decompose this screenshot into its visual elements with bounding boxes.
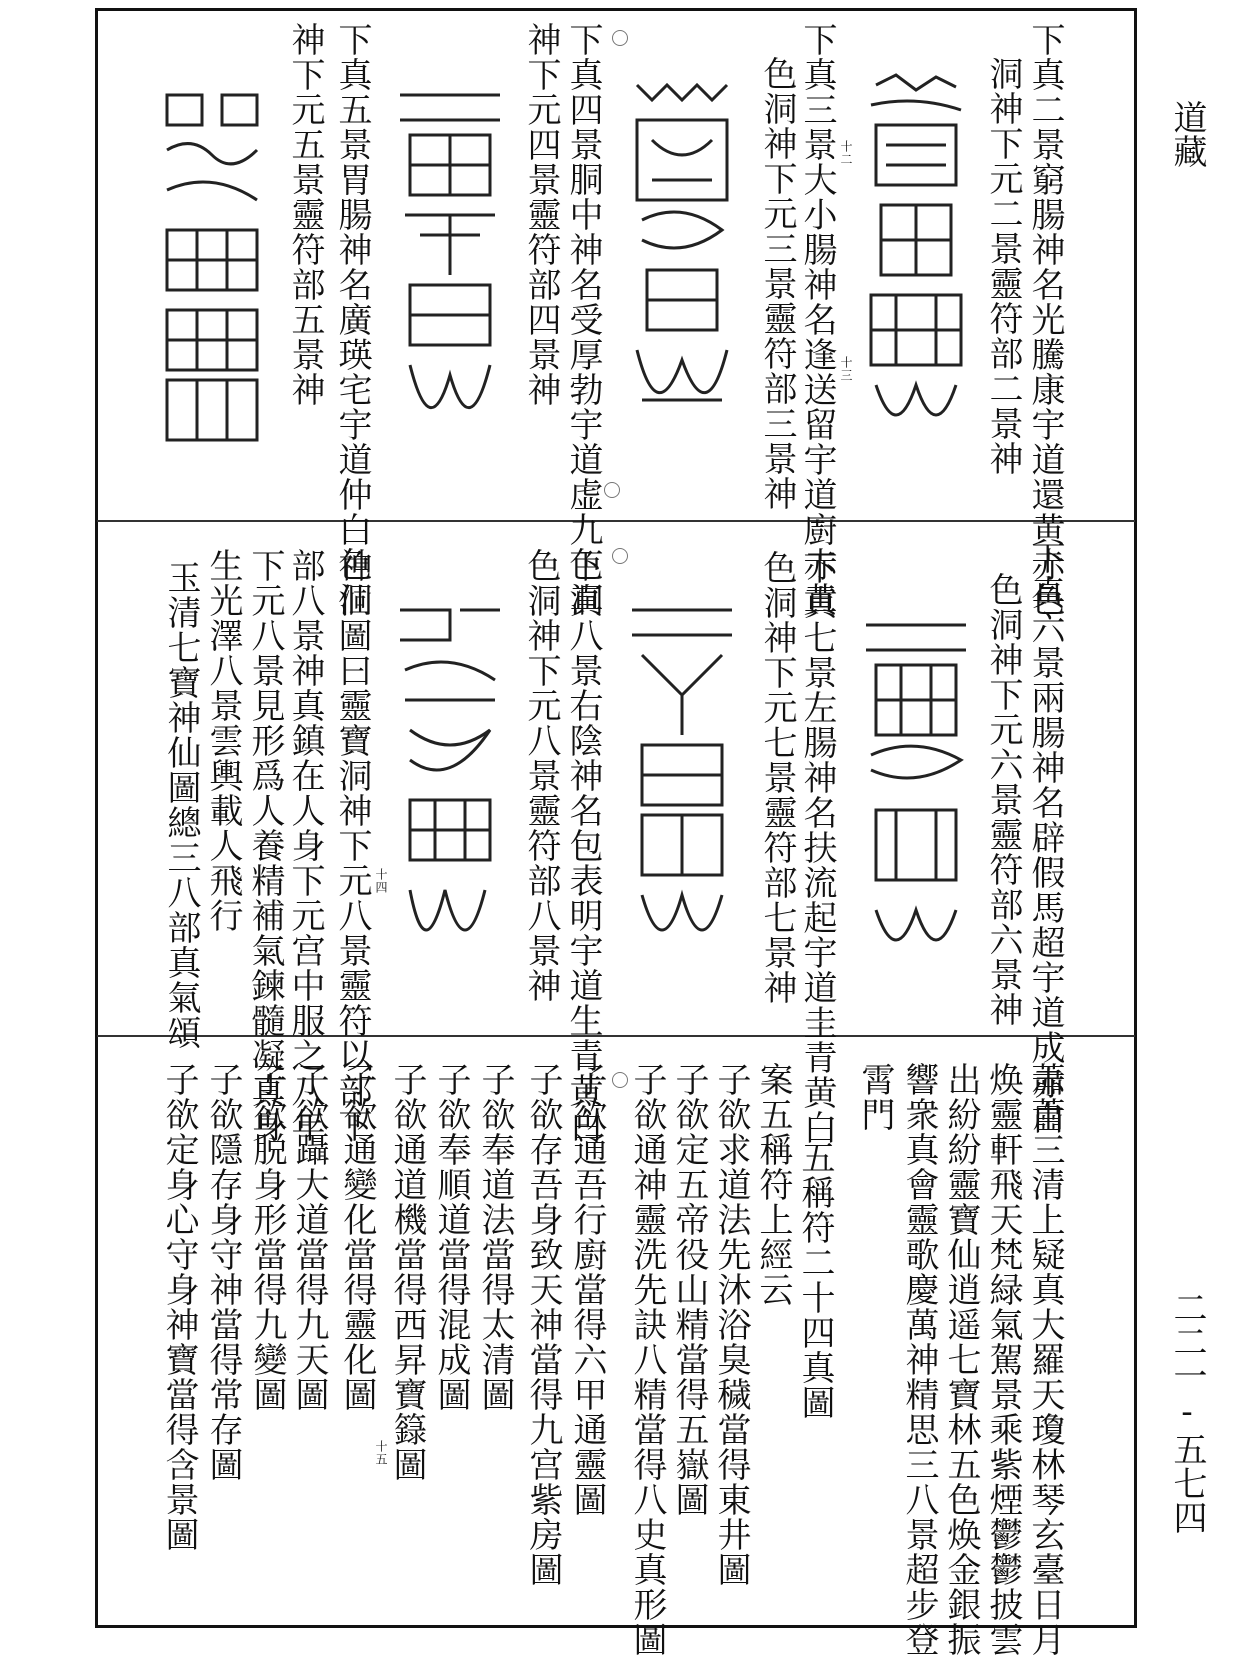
text-column: 出紛紛靈寶仙逍遥七寶林五色焕金銀振 bbox=[941, 1062, 981, 1657]
reading-mark-circle bbox=[612, 1072, 628, 1088]
text-column: 下真四景胴中神名受厚勃宇道虚九色洞 bbox=[563, 22, 603, 617]
text-column: 下真八景右陰神名包表明宇道生青黄白 bbox=[563, 548, 603, 1143]
reading-mark-circle bbox=[612, 548, 628, 564]
talisman-seal-image bbox=[390, 75, 510, 460]
text-column: 響衆真會靈歌慶萬神精思三八景超步登 bbox=[899, 1062, 939, 1657]
text-column: 下真七景左腸神名扶流起宇道圭青黄白 bbox=[797, 550, 837, 1145]
section-heading: 五稱符二十四真圖 bbox=[795, 1140, 835, 1420]
section-divider bbox=[97, 520, 1135, 522]
text-column: 色洞神下元六景靈符部六景神 bbox=[983, 572, 1023, 1027]
text-column: 子欲求道法先沐浴臭穢當得東井圖 bbox=[711, 1062, 751, 1587]
text-column: 子欲通吾行廚當得六甲通靈圖 bbox=[567, 1062, 607, 1517]
talisman-seal-image bbox=[390, 590, 510, 980]
text-column: 下元八景見形爲人養精補氣鍊髓凝真身 bbox=[245, 548, 285, 1143]
folio-note: 十五 bbox=[374, 1440, 388, 1466]
text-column: 下真六景兩腸神名辟假馬超宇道成赤白 bbox=[1025, 540, 1065, 1135]
talisman-seal-image bbox=[856, 610, 976, 980]
text-column: 生光澤八景雲輿載人飛行 bbox=[203, 548, 243, 933]
talisman-seal-image bbox=[856, 65, 976, 450]
text-column: 子欲定身心守身神寶當得含景圖 bbox=[159, 1062, 199, 1552]
reading-mark-circle bbox=[604, 482, 620, 498]
text-column: 玉清七寶神仙圖總三八部真氣頌 bbox=[161, 560, 201, 1050]
page-number: 二二一-五七四 bbox=[1167, 1290, 1207, 1534]
text-column: 下真五景胃腸神名廣瑛宅宇道仲白色洞 bbox=[332, 22, 372, 617]
text-column: 洞神下元二景靈符部二景神 bbox=[983, 56, 1023, 476]
text-column: 部八景神真鎮在人身下元宫中服之八年 bbox=[285, 548, 325, 1143]
text-column: 焕靈軒飛天梵緑氣駕景乘紫煙鬱鬱披雲 bbox=[983, 1062, 1023, 1657]
talisman-seal-image bbox=[152, 80, 272, 460]
text-column: 子欲隱存身守神當得常存圖 bbox=[203, 1062, 243, 1482]
text-column: 色洞神下元三景靈符部三景神 bbox=[757, 56, 797, 511]
text-column: 色洞神下元七景靈符部七景神 bbox=[757, 550, 797, 1005]
text-column: 子欲奉順道當得混成圖 bbox=[431, 1062, 471, 1412]
reading-mark-circle bbox=[612, 30, 628, 46]
text-column: 子欲脱身形當得九變圖 bbox=[247, 1062, 287, 1412]
folio-note: 十三 bbox=[839, 356, 853, 382]
folio-note: 十二 bbox=[839, 140, 853, 166]
text-column: 子欲定五帝役山精當得五嶽圖 bbox=[669, 1062, 709, 1517]
talisman-seal-image bbox=[622, 595, 742, 975]
text-column: 神下元四景靈符部四景神 bbox=[521, 22, 561, 407]
text-column: 色洞神下元八景靈符部八景神 bbox=[521, 548, 561, 1003]
text-column: 蕭蕭三清上疑真大羅天瓊林琴玄臺日月 bbox=[1025, 1062, 1065, 1657]
folio-note: 十四 bbox=[374, 868, 388, 894]
text-column: 神下元五景靈符部五景神 bbox=[285, 22, 325, 407]
text-column: 案五稱符上經云 bbox=[753, 1062, 793, 1307]
text-column: 下真二景窮腸神名光騰康宇道還黄赤色 bbox=[1025, 22, 1065, 617]
text-column: 子欲躡大道當得九天圖 bbox=[289, 1062, 329, 1412]
text-column: 子欲存吾身致天神當得九宫紫房圖 bbox=[523, 1062, 563, 1587]
text-column: 子欲通變化當得靈化圖 bbox=[337, 1062, 377, 1412]
text-column: 子欲通道機當得西昇寶籙圖 bbox=[387, 1062, 427, 1482]
text-column: 神仙圖曰靈寶洞神下元八景靈符以部下 bbox=[332, 548, 372, 1143]
collection-header: 道藏 bbox=[1167, 100, 1207, 168]
talisman-seal-image bbox=[622, 70, 742, 455]
text-column: 下真三景大小腸神名逢送留宇道廚赤黄 bbox=[797, 22, 837, 617]
text-column: 霄門 bbox=[855, 1062, 895, 1132]
text-column: 子欲通神靈洗先訣八精當得八史真形圖 bbox=[627, 1062, 667, 1657]
text-column: 子欲奉道法當得太清圖 bbox=[475, 1062, 515, 1412]
